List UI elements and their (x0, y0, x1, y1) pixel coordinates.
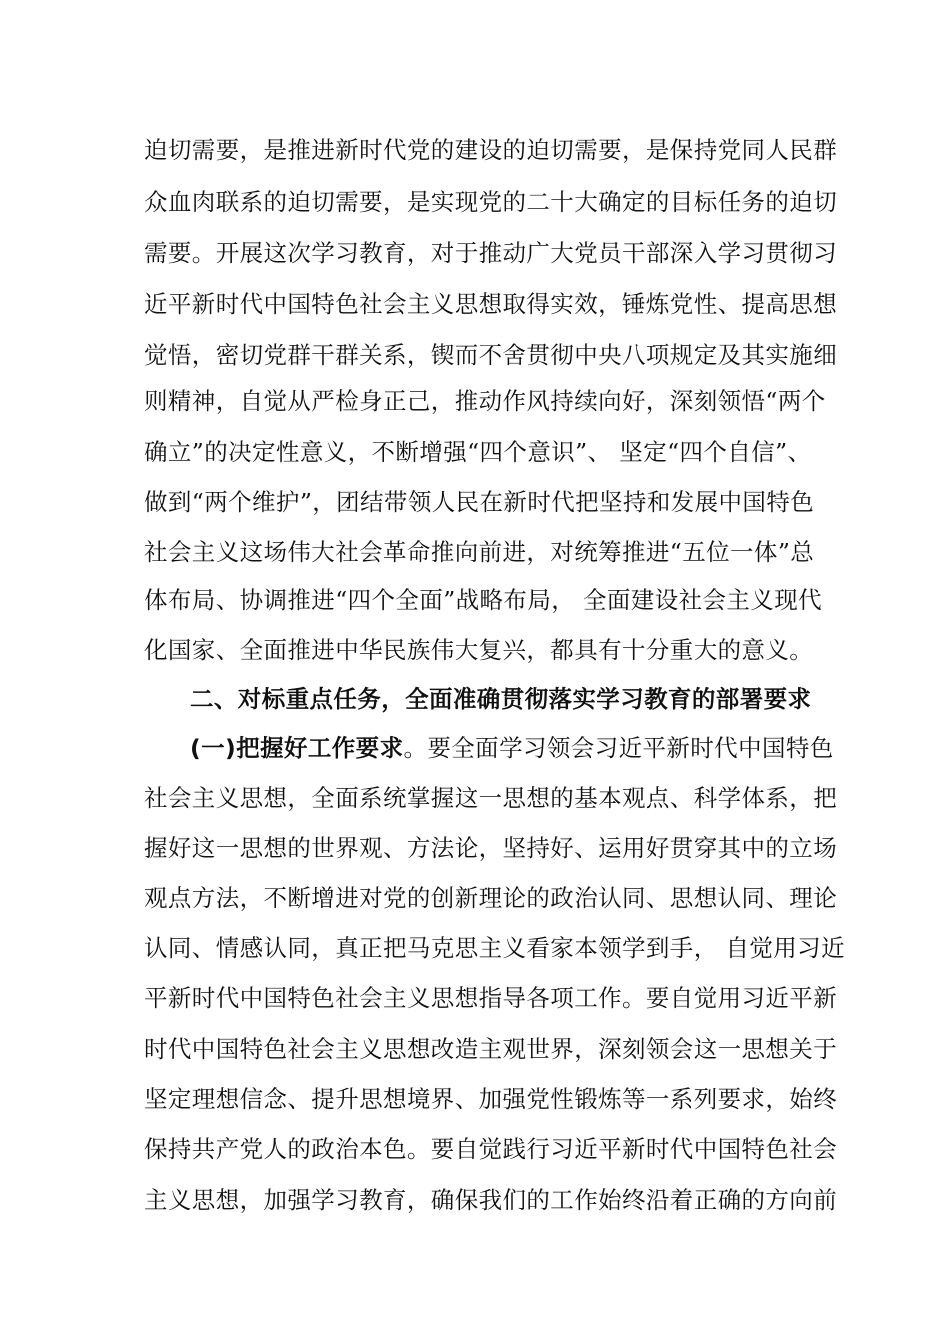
body-text-line: 化国家、全面推进中华民族伟大复兴，都具有十分重大的意义。 (144, 636, 814, 664)
body-text-line: 坚定理想信念、提升思想境界、加强党性锻炼等一系列要求，始终 (144, 1085, 838, 1113)
body-text-line: 觉悟，密切党群干群关系，锲而不舍贯彻中央八项规定及其实施细 (144, 341, 838, 369)
body-text-line: 做到“两个维护”，团结带领人民在新时代把坚持和发展中国特色 (144, 488, 815, 516)
body-text-line: 众血肉联系的迫切需要，是实现党的二十大确定的目标任务的迫切 (144, 188, 838, 216)
subsection-lead: (一)把握好工作要求 (190, 734, 404, 762)
section-heading: 二、对标重点任务，全面准确贯彻落实学习教育的部署要求 (190, 685, 812, 713)
body-text-line: 需要。开展这次学习教育，对于推动广大党员干部深入学习贯彻习 (144, 239, 838, 267)
body-text-line: 时代中国特色社会主义思想改造主观世界，深刻领会这一思想关于 (144, 1035, 838, 1063)
body-text-line: 社会主义思想，全面系统掌握这一思想的基本观点、科学体系，把 (144, 784, 838, 812)
body-text-line: 主义思想，加强学习教育，确保我们的工作始终沿着正确的方向前 (144, 1186, 838, 1214)
body-text-line: 近平新时代中国特色社会主义思想取得实效，锤炼党性、提高思想 (144, 290, 838, 318)
subsection-first-line (190, 728, 834, 768)
body-text-line: 确立”的决定性意义，不断增强“四个意识”、 坚定“四个自信”、 (144, 438, 812, 466)
body-text-line: 观点方法，不断增进对党的创新理论的政治认同、思想认同、理论 (144, 884, 838, 912)
body-text-line: 保持共产党人的政治本色。要自觉践行习近平新时代中国特色社会 (144, 1135, 838, 1163)
body-text-line: 迫切需要，是推进新时代党的建设的迫切需要，是保持党同人民群 (144, 136, 838, 164)
subsection-first-line-rest: 。要全面学习领会习近平新时代中国特色 (403, 734, 834, 762)
body-text-line: 握好这一思想的世界观、方法论，坚持好、运用好贯穿其中的立场 (144, 834, 838, 862)
body-text-line: 体布局、协调推进“四个全面”战略布局， 全面建设社会主义现代 (144, 586, 822, 614)
body-text-line: 平新时代中国特色社会主义思想指导各项工作。要自觉用习近平新 (144, 984, 838, 1012)
body-text-line: 认同、情感认同，真正把马克思主义看家本领学到手， 自觉用习近 (144, 934, 845, 962)
body-text-line: 则精神，自觉从严检身正己，推动作风持续向好，深刻领悟“两个 (144, 387, 826, 415)
body-text-line: 社会主义这场伟大社会革命推向前进，对统筹推进“五位一体”总 (144, 538, 815, 566)
